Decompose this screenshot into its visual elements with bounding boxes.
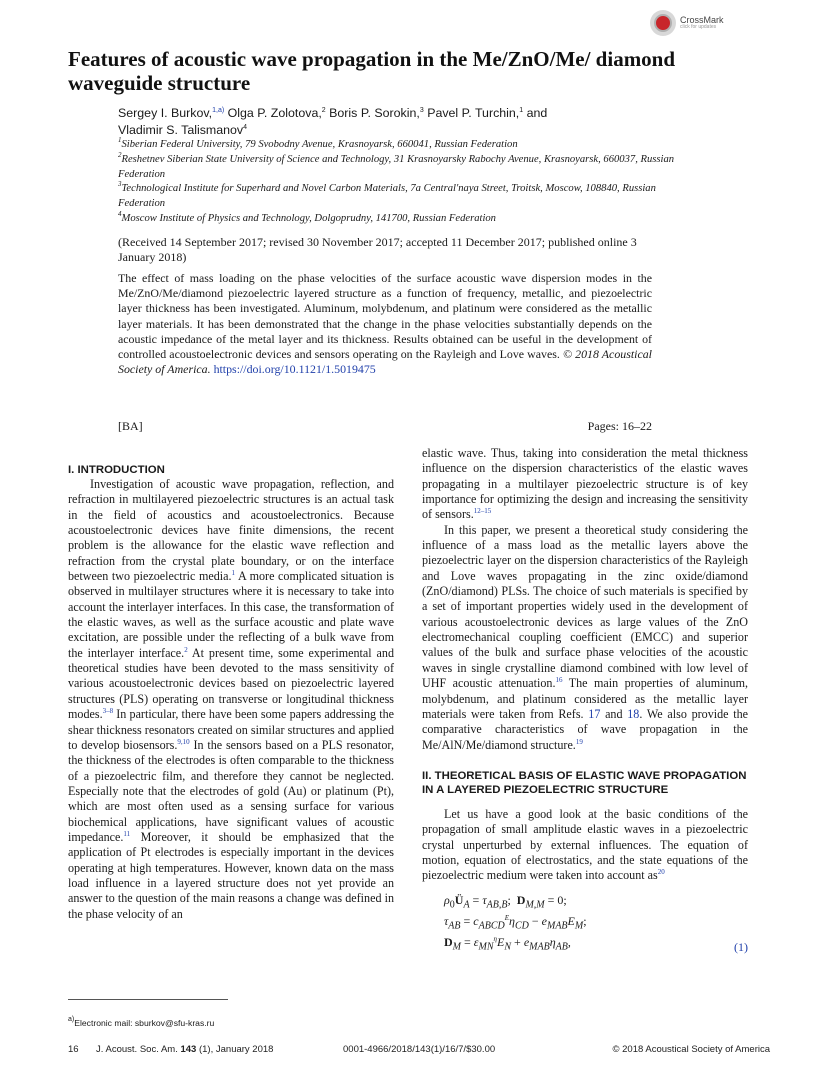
reference-link[interactable]: 18: [627, 706, 640, 721]
footnote-email: Electronic mail: sburkov@sfu-kras.ru: [74, 1018, 215, 1028]
citation-link[interactable]: 11: [123, 829, 131, 838]
author-name: Sergey I. Burkov,: [118, 106, 213, 120]
equation-number: (1): [734, 939, 748, 954]
section-heading-introduction: I. INTRODUCTION: [68, 464, 165, 476]
paper-title: Features of acoustic wave propagation in the Me/ZnO/Me/ diamond waveguide structure: [68, 47, 676, 95]
author-list: [118, 105, 678, 139]
crossmark-icon: [650, 10, 676, 36]
affiliations: [118, 138, 678, 227]
affiliation: $^1$Siberian Federal University, 79 Svobodny Avenue, Krasnoyarsk, 660041, Russian Federation: [118, 136, 518, 150]
author-mark: 1,a): [212, 107, 225, 114]
footer-copyright: © 2018 Acoustical Society of America: [612, 1044, 770, 1055]
paragraph: elastic wave. Thus, taking into consideration the metal thickness influence on the dispersion characteristics of the elastic waves propagating in a multilayer piezoelectric structure is of key importance for optimizing the design and increasing the sensitivity of sensors.$^{12-15}$: [422, 446, 748, 522]
affiliation: $^4$Moscow Institute of Physics and Technology, Dolgoprudny, 141700, Russian Federation: [118, 209, 496, 224]
citation-link[interactable]: 3–8: [102, 707, 114, 716]
author-name: Vladimir S. Talismanov: [118, 123, 244, 137]
paragraph: Investigation of acoustic wave propagation, reflection, and refraction in multilayered piezoelectric structures is an actual task in the field of acoustics and acoustoelectronics. Because acoustoelectronic devices have finite dimensions, the recent problem is the allowance for the elastic wave reflection and refraction from the crystal plate boundary, or on the interface between two piezoelectric media.$^1$ A more complicated situation is observed in multilayer structures where it is necessary to take into account the interlayer interfaces. In this case, the transformation of the elastic waves, as well as the surface acoustic and plate wave excitation, are possible under the reflecting of a bulk wave from the interlayer interface.$^2$ At present time, some experimental and theoretical studies have been devoted to the mass sensitivity of various acoustoelectronic devices based on piezoelectric layered structures (PLS) operating on transverse or longitudinal thickness modes.$^{3-8}$ In particular, there have been some papers addressing the shear thickness resonators created on similar structures and applied to develop biosensors.$^{9,10}$ In the sensors based on a PLS resonator, the thickness of the electrodes is often comparable to the thickness of a piezoelectric film, and therefore they cannot be neglected. Especially note that the electrodes of gold (Au) or platinum (Pt), which are most often used as a sensing surface for various biochemical applications, have significant values of acoustic impedance.$^{11}$ Moreover, it should be emphasized that the application of Pt electrodes is especially important in the devices operating at high temperatures. However, known data on the mass load influence in a layered structure does not yet provide an answer to the question of the main reasons a change was defined in the phase velocity of an: [68, 477, 395, 921]
authors-and: and: [526, 106, 548, 120]
author-mark: 3: [419, 107, 424, 114]
doi-link[interactable]: https://doi.org/10.1121/1.5019475: [213, 362, 376, 377]
section-heading-theory: II. THEORETICAL BASIS OF ELASTIC WAVE PROPAGATION IN A LAYERED PIEZOELECTRIC STRUCTURE: [422, 769, 747, 796]
abstract-copyright: © 2018 Acoustical Society of America.: [118, 347, 652, 377]
author-mark: 2: [321, 107, 326, 114]
crossmark-subtitle: click for updates: [680, 24, 717, 30]
equation-line: $\tau_{AB} = c_{ABCD}^E\eta_{CD} - e_{MAB}E_M$;: [444, 913, 587, 932]
equation-line: $\rho_0Ü_A = \tau_{AB,B}$; $D_{M,M} = 0$;: [444, 892, 567, 910]
author-name: Olga P. Zolotova,: [227, 106, 322, 120]
citation-link[interactable]: 20: [657, 868, 665, 877]
abstract: [118, 271, 652, 377]
reference-link[interactable]: 17: [588, 706, 601, 721]
affiliation: $^3$Technological Institute for Superhard and Novel Carbon Materials, 7a Central'naya Street, Troitsk, Moscow, 108840, Russian Federation: [118, 180, 656, 210]
footnote: $^{a)}$Electronic mail: sburkov@sfu-kras.ru: [68, 1016, 215, 1028]
footer-journal: J. Acoust. Soc. Am. 143 (1), January 2018: [96, 1044, 274, 1055]
classification-code: [BA]: [118, 419, 143, 433]
footer-page-number: 16: [68, 1044, 79, 1055]
footnote-divider: [68, 999, 228, 1000]
equation-line: $D_M = \varepsilon_{MN}^\eta E_N + e_{MAB}\eta_{AB}$,: [444, 935, 571, 953]
affiliation: $^2$Reshetnev Siberian State University of Science and Technology, 31 Krasnoyarsky Rabochy Avenue, Krasnoyarsk, 660037, Russian Federation: [118, 150, 675, 180]
citation-link[interactable]: 16: [555, 676, 563, 685]
citation-link[interactable]: 19: [575, 737, 583, 746]
citation-link[interactable]: 1: [231, 569, 236, 578]
page-range: Pages: 16–22: [587, 419, 652, 433]
paragraph: Let us have a good look at the basic conditions of the propagation of small amplitude elastic waves in a piezoelectric crystal unperturbed by external influences. The equation of motion, equation of electrostatics, and the state equations of the piezoelectric medium were taken into account $as^{20}$: [422, 806, 748, 883]
abstract-text: The effect of mass loading on the phase velocities of the surface acoustic wave dispersion modes in the Me/ZnO/Me/diamond piezoelectric layered structure as a function of frequency, metallic, and piezoelectric layer thickness has been investigated. Aluminum, molybdenum, and platinum were considered as the metallic layer materials. It has been demonstrated that the change in the phase velocities substantially depends on the acoustic impedance of the metal layer and its thickness. Results obtained can be useful in the development of controlled acoustoelectronic devices and sensors operating on the Rayleigh and Love waves.: [118, 271, 652, 362]
author-mark: 4: [243, 124, 248, 131]
right-column: [422, 446, 748, 956]
citation-link[interactable]: 2: [184, 645, 188, 654]
citation-link[interactable]: 12–15: [473, 507, 492, 516]
received-dates: (Received 14 September 2017; revised 30 November 2017; accepted 11 December 2017; published online 3 January 2018): [118, 235, 637, 264]
author-name: Pavel P. Turchin,: [427, 106, 520, 120]
crossmark-title: CrossMark: [680, 15, 724, 25]
footer-code: 0001-4966/2018/143(1)/16/7/$30.00: [343, 1044, 496, 1055]
author-name: Boris P. Sorokin,: [329, 106, 420, 120]
citation-link[interactable]: 9,10: [177, 737, 190, 746]
author-mark: 1: [519, 107, 524, 114]
equation-block: [422, 892, 748, 956]
paragraph: In this paper, we present a theoretical study considering the influence of a mass load as the metallic layers above the piezoelectric layer on the dispersion characteristics of the Rayleigh and Love waves propagating in the zinc oxide/diamond (ZnO/diamond) PLSs. The choice of such materials is specified by a set of important properties widely used in the development of various acoustoelectronic devices as large values of the ZnO electromechanical coupling coefficient (EMCC) and superior values of the bulk and surface phase velocities of the acoustic waves in single crystalline diamond combined with low level of UHF acoustic attenuation.$^{16}$ The main properties of aluminum, molybdenum, and platinum considered as the metallic layer materials were taken from Refs. 17 and 18. We also provide the comparative characteristics of wave propagation in the Me/AlN/Me/diamond structure.$^{19}$: [422, 522, 748, 752]
left-column: [68, 463, 394, 922]
crossmark-badge[interactable]: [650, 10, 724, 36]
